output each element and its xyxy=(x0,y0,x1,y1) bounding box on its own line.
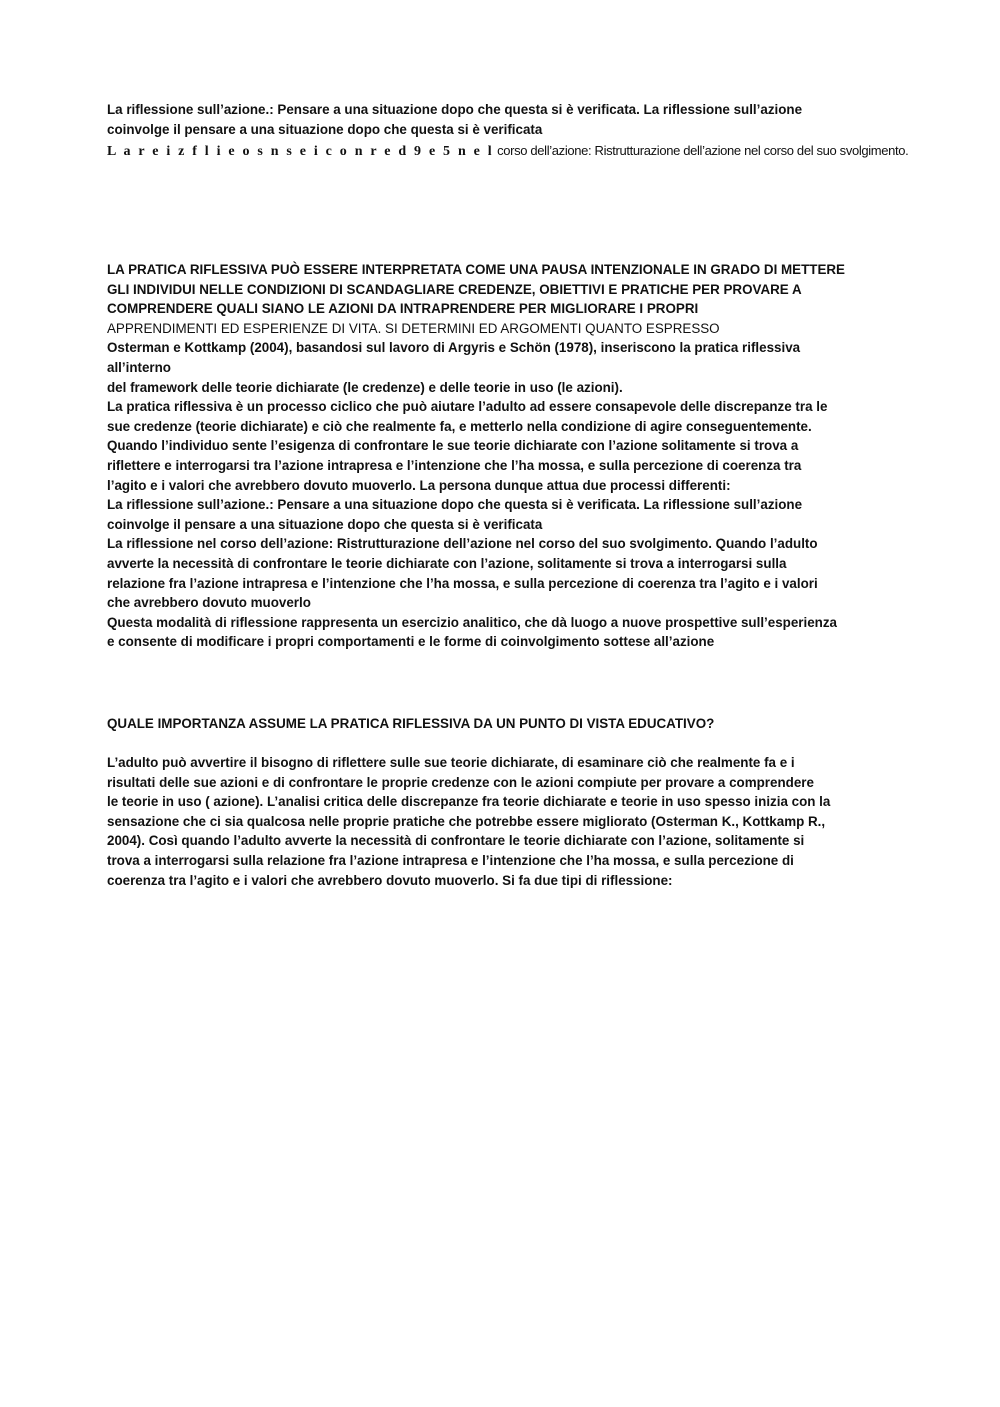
body-line: La riflessione sull’azione.: Pensare a una situazione dopo che questa si è verificata. La riflessione sull’azione xyxy=(107,497,803,513)
body-line: L’adulto può avvertire il bisogno di riflettere sulle sue teorie dichiarate, di esaminare ciò che realmente fa e i xyxy=(107,755,795,770)
body-line: Quando l’individuo sente l’esigenza di confrontare le sue teorie dichiarate con l’azione solitamente si trova a xyxy=(107,438,799,454)
body-line: La riflessione nel corso dell’azione: Ristrutturazione dell’azione nel corso del suo svolgimento. Quando l’adulto xyxy=(107,536,818,552)
body-line: 2004). Così quando l’adulto avverte la necessità di confrontare le teorie dichiarate con l’azione, solitamente si xyxy=(107,833,805,849)
body-line: trova a interrogarsi sulla relazione fra l’azione intrapresa e l’intenzione che l’ha mossa, e sulla percezione di xyxy=(107,852,794,868)
body-line: coinvolge il pensare a una situazione dopo che questa si è verificata xyxy=(107,516,543,532)
body-line: sensazione che ci sia qualcosa nelle proprie pratiche che potrebbe essere migliorato (Osterman K., Kottkamp R., xyxy=(107,813,826,829)
section2 xyxy=(107,714,867,734)
garbled-line xyxy=(107,141,909,161)
section1-heading-line: COMPRENDERE QUALI SIANO LE AZIONI DA INTRAPRENDERE PER MIGLIORARE I PROPRI xyxy=(107,301,699,317)
body-line: risultati delle sue azioni e di confrontare le proprie credenze con le azioni compiute per provare a comprendere xyxy=(107,774,814,790)
body-line: sue credenze (teorie dichiarate) e ciò che realmente fa, e metterlo nella condizione di agire conseguentemente. xyxy=(107,418,812,434)
garbled-prefix: L a r e i z f l i e o s n s e i c o n r e d 9 e 5 n e l xyxy=(107,144,494,159)
body-line: Osterman e Kottkamp (2004), basandosi sul lavoro di Argyris e Schön (1978), inseriscono la pratica riflessiva xyxy=(107,340,801,356)
section1-heading-line: LA PRATICA RIFLESSIVA PUÒ ESSERE INTERPRETATA COME UNA PAUSA INTENZIONALE IN GRADO DI METTERE xyxy=(107,262,845,277)
body-line: e consente di modificare i propri comportamenti e le forme di coinvolgimento sottese all’azione xyxy=(107,634,715,650)
body-line: relazione fra l’azione intrapresa e l’intenzione che l’ha mossa, e sulla percezione di coerenza tra l’agito e i valori xyxy=(107,575,818,591)
body-line: all’interno xyxy=(107,359,171,375)
body-line: coerenza tra l’agito e i valori che avrebbero dovuto muoverlo. Si fa due tipi di riflessione: xyxy=(107,872,673,888)
top-paragraph xyxy=(107,100,867,139)
body-line: che avrebbero dovuto muoverlo xyxy=(107,595,311,611)
body-line: del framework delle teorie dichiarate (le credenze) e delle teorie in uso (le azioni). xyxy=(107,379,623,395)
section1-heading-last: APPRENDIMENTI ED ESPERIENZE DI VITA. SI DETERMINI ED ARGOMENTI QUANTO ESPRESSO xyxy=(107,320,720,336)
section1-heading-line: GLI INDIVIDUI NELLE CONDIZIONI DI SCANDAGLIARE CREDENZE, OBIETTIVI E PRATICHE PER PROVARE A xyxy=(107,281,802,297)
body-line: riflettere e interrogarsi tra l’azione intrapresa e l’intenzione che l’ha mossa, e sulla percezione di coerenza tra xyxy=(107,457,802,473)
body-line: l’agito e i valori che avrebbero dovuto muoverlo. La persona dunque attua due processi differenti: xyxy=(107,477,731,493)
text-line: coinvolge il pensare a una situazione dopo che questa si è verificata xyxy=(107,121,543,137)
garbled-rest: corso dell’azione: Ristrutturazione dell’azione nel corso del suo svolgimento. xyxy=(493,143,909,158)
body-line: Questa modalità di riflessione rappresenta un esercizio analitico, che dà luogo a nuove prospettive sull’esperienza xyxy=(107,614,837,630)
body-line: La pratica riflessiva è un processo ciclico che può aiutare l’adulto ad essere consapevole delle discrepanze tra le xyxy=(107,399,828,415)
section2-heading: QUALE IMPORTANZA ASSUME LA PRATICA RIFLESSIVA DA UN PUNTO DI VISTA EDUCATIVO? xyxy=(107,716,715,731)
body-line: avverte la necessità di confrontare le teorie dichiarate con l’azione, solitamente si trova a interrogarsi sulla xyxy=(107,555,787,571)
text-line: La riflessione sull’azione.: Pensare a una situazione dopo che questa si è verificata. La riflessione sull’azione xyxy=(107,102,803,117)
section1 xyxy=(107,260,867,652)
body-line: le teorie in uso ( azione). L’analisi critica delle discrepanze fra teorie dichiarate e teorie in uso spesso inizia con la xyxy=(107,794,831,810)
section2-body xyxy=(107,753,867,890)
